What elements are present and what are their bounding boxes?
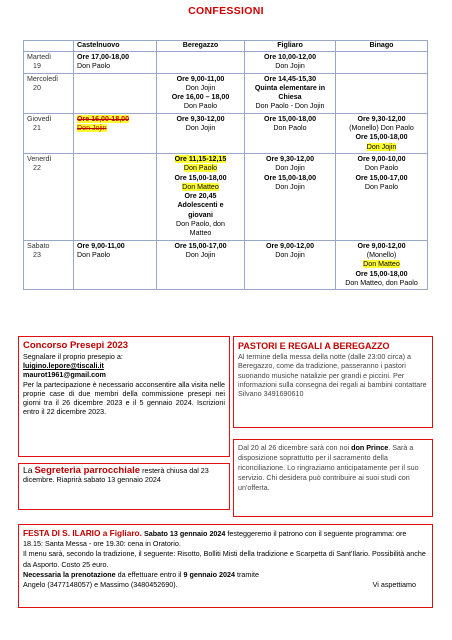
prince-text-1: Dal 20 al 26 dicembre sarà con noi xyxy=(238,443,350,452)
schedule-line: Don Matteo xyxy=(182,182,219,191)
schedule-line: Ore 15,00-18,00 xyxy=(263,114,317,123)
schedule-line: (Monello) Don Paolo xyxy=(349,124,414,133)
schedule-cell-binago xyxy=(336,52,428,74)
day-name: Venerdì xyxy=(27,154,52,163)
day-number: 22 xyxy=(33,164,41,173)
schedule-cell-castelnuovo xyxy=(74,73,157,113)
pastori-title: PASTORI E REGALI A BEREGAZZO xyxy=(238,341,390,351)
schedule-line: Ore 15,00-18,00 xyxy=(355,133,408,142)
festa-title: FESTA DI S. ILARIO a Figliaro. xyxy=(23,528,142,538)
schedule-line: Quinta elementare in xyxy=(254,83,326,92)
presepi-body: Per la partecipazione è necessario acconsentire alla visita nelle proprie case di due membri della commissione presepi nei giorni tra il 26 dicembre 2023 e il 5 gennaio 2024. Iscrizioni entro il 22 dicembre 2023. xyxy=(23,379,225,417)
schedule-line: Ore 16,00-18,00 xyxy=(77,114,130,123)
schedule-line: Ore 14,45-15,30 xyxy=(263,74,317,83)
festa-closing: Vi aspettiamo xyxy=(372,580,416,590)
schedule-cell-binago xyxy=(336,153,428,240)
schedule-cell-figliaro xyxy=(245,73,336,113)
schedule-line: Ore 20,45 xyxy=(184,192,217,201)
page-title: CONFESSIONI xyxy=(188,5,264,17)
schedule-line: Don Paolo xyxy=(77,250,111,259)
column-header-day xyxy=(24,41,74,52)
day-cell xyxy=(24,113,74,153)
day-cell xyxy=(24,73,74,113)
schedule-line: Ore 10,00-12,00 xyxy=(263,53,317,61)
schedule-line: (Monello) xyxy=(366,250,397,259)
day-number: 21 xyxy=(33,124,41,133)
festa-prenot-rest: da effettuare entro il xyxy=(115,569,184,579)
day-name: Mercoledì xyxy=(27,74,59,83)
schedule-cell-figliaro xyxy=(245,153,336,240)
presepi-title: Concorso Presepi 2023 xyxy=(23,340,129,351)
schedule-line: Don Jojin xyxy=(275,62,305,71)
schedule-line: Don Jojin xyxy=(185,250,216,259)
schedule-line: Don Paolo xyxy=(183,102,218,111)
festa-date: Sabato 13 gennaio 2024 xyxy=(143,529,226,538)
schedule-line: Ore 9,00-10,00 xyxy=(357,154,406,163)
schedule-line: Don Jojin xyxy=(185,83,216,92)
schedule-line: Ore 11,15-12,15 xyxy=(174,154,227,163)
table-row xyxy=(24,73,428,113)
schedule-cell-figliaro xyxy=(245,52,336,74)
schedule-line: Ore 9,30-12,00 xyxy=(176,114,225,123)
schedule-cell-castelnuovo xyxy=(74,153,157,240)
pastori-box xyxy=(233,336,433,428)
presepi-email-link-2[interactable]: maurot1961@gmail.com xyxy=(23,370,106,380)
presepi-email-link-1[interactable]: luigino.lepore@tiscali.it xyxy=(23,361,104,371)
schedule-line: Don Jojin xyxy=(77,124,107,133)
prince-box xyxy=(233,439,433,517)
table-row xyxy=(24,113,428,153)
column-header-binago: Binago xyxy=(336,41,428,52)
schedule-cell-castelnuovo xyxy=(74,52,157,74)
schedule-line: Ore 15,00-18,00 xyxy=(263,173,317,182)
schedule-line: Don Jojin xyxy=(275,182,305,191)
prince-text-2: . Sarà a disposizione soprattutto per il sacramento della riconciliazione. Lo ringraziamo anticipatamente per il suo servizio. Chi desidera può contribuire ai suoi studi con un'offerta. xyxy=(238,443,419,492)
festa-contacts: Angelo (3477148057) e Massimo (3480452690). xyxy=(23,580,178,590)
day-cell xyxy=(24,240,74,289)
schedule-line: Ore 9,00-11,00 xyxy=(176,74,225,83)
column-header-figliaro: Figliaro xyxy=(245,41,336,52)
presepi-box xyxy=(18,336,230,457)
festa-menu: Il menu sarà, secondo la tradizione, il seguente: Risotto, Bolliti Misti della tradizione e Scarpetta di Sant'Ilario. Possibilità anche da Asporto. Costo 25 euro. xyxy=(23,549,426,569)
schedule-line: Ore 17,00-18,00 xyxy=(77,53,130,61)
schedule-line: Don Paolo, don xyxy=(176,220,225,229)
prince-name: don Prince xyxy=(351,443,389,452)
schedule-body xyxy=(24,52,428,290)
schedule-line: Don Paolo xyxy=(77,62,111,71)
table-row xyxy=(24,240,428,289)
schedule-cell-castelnuovo xyxy=(74,113,157,153)
schedule-line: Don Paolo xyxy=(183,164,218,173)
day-name: Giovedì xyxy=(27,114,52,123)
schedule-line: Ore 9,00-12,00 xyxy=(265,241,315,250)
schedule-line: Don Paolo - Don Jojin xyxy=(255,102,325,111)
schedule-line: Ore 9,30-12,00 xyxy=(265,154,315,163)
schedule-line: Chiesa xyxy=(278,93,302,102)
festa-prenot-bold: Necessaria la prenotazione xyxy=(23,569,116,579)
pastori-body: Al termine della messa della notte (dalle 23:00 circa) a Beregazzo, come da tradizione, passeranno i pastori suonando musiche natalizie per grandi e piccini. Per informazioni sulla consegna dei regali ai bambini contattare Silvano 3491690610 xyxy=(238,352,427,399)
schedule-line: Ore 9,00-12,00 xyxy=(357,241,406,250)
schedule-cell-binago xyxy=(336,113,428,153)
festa-prenotazione xyxy=(23,570,428,580)
schedule-cell-beregazzo xyxy=(157,113,245,153)
table-header-row xyxy=(24,41,428,52)
segreteria-box xyxy=(18,463,230,510)
day-number: 19 xyxy=(33,62,41,71)
schedule-line: Don Paolo xyxy=(364,182,399,191)
schedule-line: Matteo xyxy=(189,229,212,238)
schedule-line: Ore 15,00-18,00 xyxy=(355,269,408,278)
schedule-line: Don Jojin xyxy=(185,124,216,133)
festa-line1: festeggeremo il patrono con il seguente programma: ore 18.15: Santa Messa - ore 19.30: cena in Oratorio. xyxy=(23,529,407,549)
schedule-cell-castelnuovo xyxy=(74,240,157,289)
column-header-beregazzo: Beregazzo xyxy=(157,41,245,52)
festa-contacts-row xyxy=(23,580,428,590)
schedule-line: giovani xyxy=(188,210,213,219)
table-row xyxy=(24,52,428,74)
schedule-line: Ore 9,00-11,00 xyxy=(77,241,125,250)
schedule-line: Ore 16,00 – 18,00 xyxy=(171,93,230,102)
day-cell xyxy=(24,52,74,74)
festa-box xyxy=(18,524,433,608)
festa-prenot-date: 9 gennaio 2024 xyxy=(183,569,236,579)
schedule-cell-beregazzo xyxy=(157,153,245,240)
schedule-cell-binago xyxy=(336,73,428,113)
schedule-line: Don Matteo, don Paolo xyxy=(345,278,418,287)
segreteria-prefix: La xyxy=(23,465,33,475)
table-row xyxy=(24,153,428,240)
schedule-line: Don Jojin xyxy=(275,164,305,173)
schedule-cell-figliaro xyxy=(245,240,336,289)
schedule-line: Don Jojin xyxy=(366,142,397,151)
schedule-cell-figliaro xyxy=(245,113,336,153)
schedule-cell-beregazzo xyxy=(157,73,245,113)
schedule-line: Don Paolo xyxy=(364,164,399,173)
day-name: Sabato xyxy=(27,241,50,250)
schedule-line: Don Paolo xyxy=(273,124,307,133)
presepi-intro: Segnalare il proprio presepio a: xyxy=(23,352,123,361)
segreteria-body: resterà chiusa dal 23 dicembre. Riaprirà sabato 13 gennaio 2024 xyxy=(23,466,209,485)
column-header-castelnuovo: Castelnuovo xyxy=(74,41,157,52)
schedule-cell-beregazzo xyxy=(157,240,245,289)
festa-prenot-end: tramite xyxy=(235,569,259,579)
schedule-cell-binago xyxy=(336,240,428,289)
schedule-line: Adolescenti e xyxy=(177,201,224,210)
segreteria-title: Segreteria parrocchiale xyxy=(34,465,141,476)
day-name: Martedì xyxy=(27,53,52,61)
confession-schedule-table xyxy=(23,40,428,290)
day-number: 23 xyxy=(33,250,41,259)
schedule-line: Don Matteo xyxy=(363,260,400,269)
schedule-line: Ore 15,00-17,00 xyxy=(174,241,227,250)
schedule-cell-beregazzo xyxy=(157,52,245,74)
day-number: 20 xyxy=(33,83,41,92)
schedule-line: Don Jojin xyxy=(275,250,305,259)
schedule-line: Ore 15,00-17,00 xyxy=(355,173,408,182)
schedule-line: Ore 15,00-18,00 xyxy=(174,173,227,182)
day-cell xyxy=(24,153,74,240)
schedule-line: Ore 9,30-12,00 xyxy=(357,114,406,123)
